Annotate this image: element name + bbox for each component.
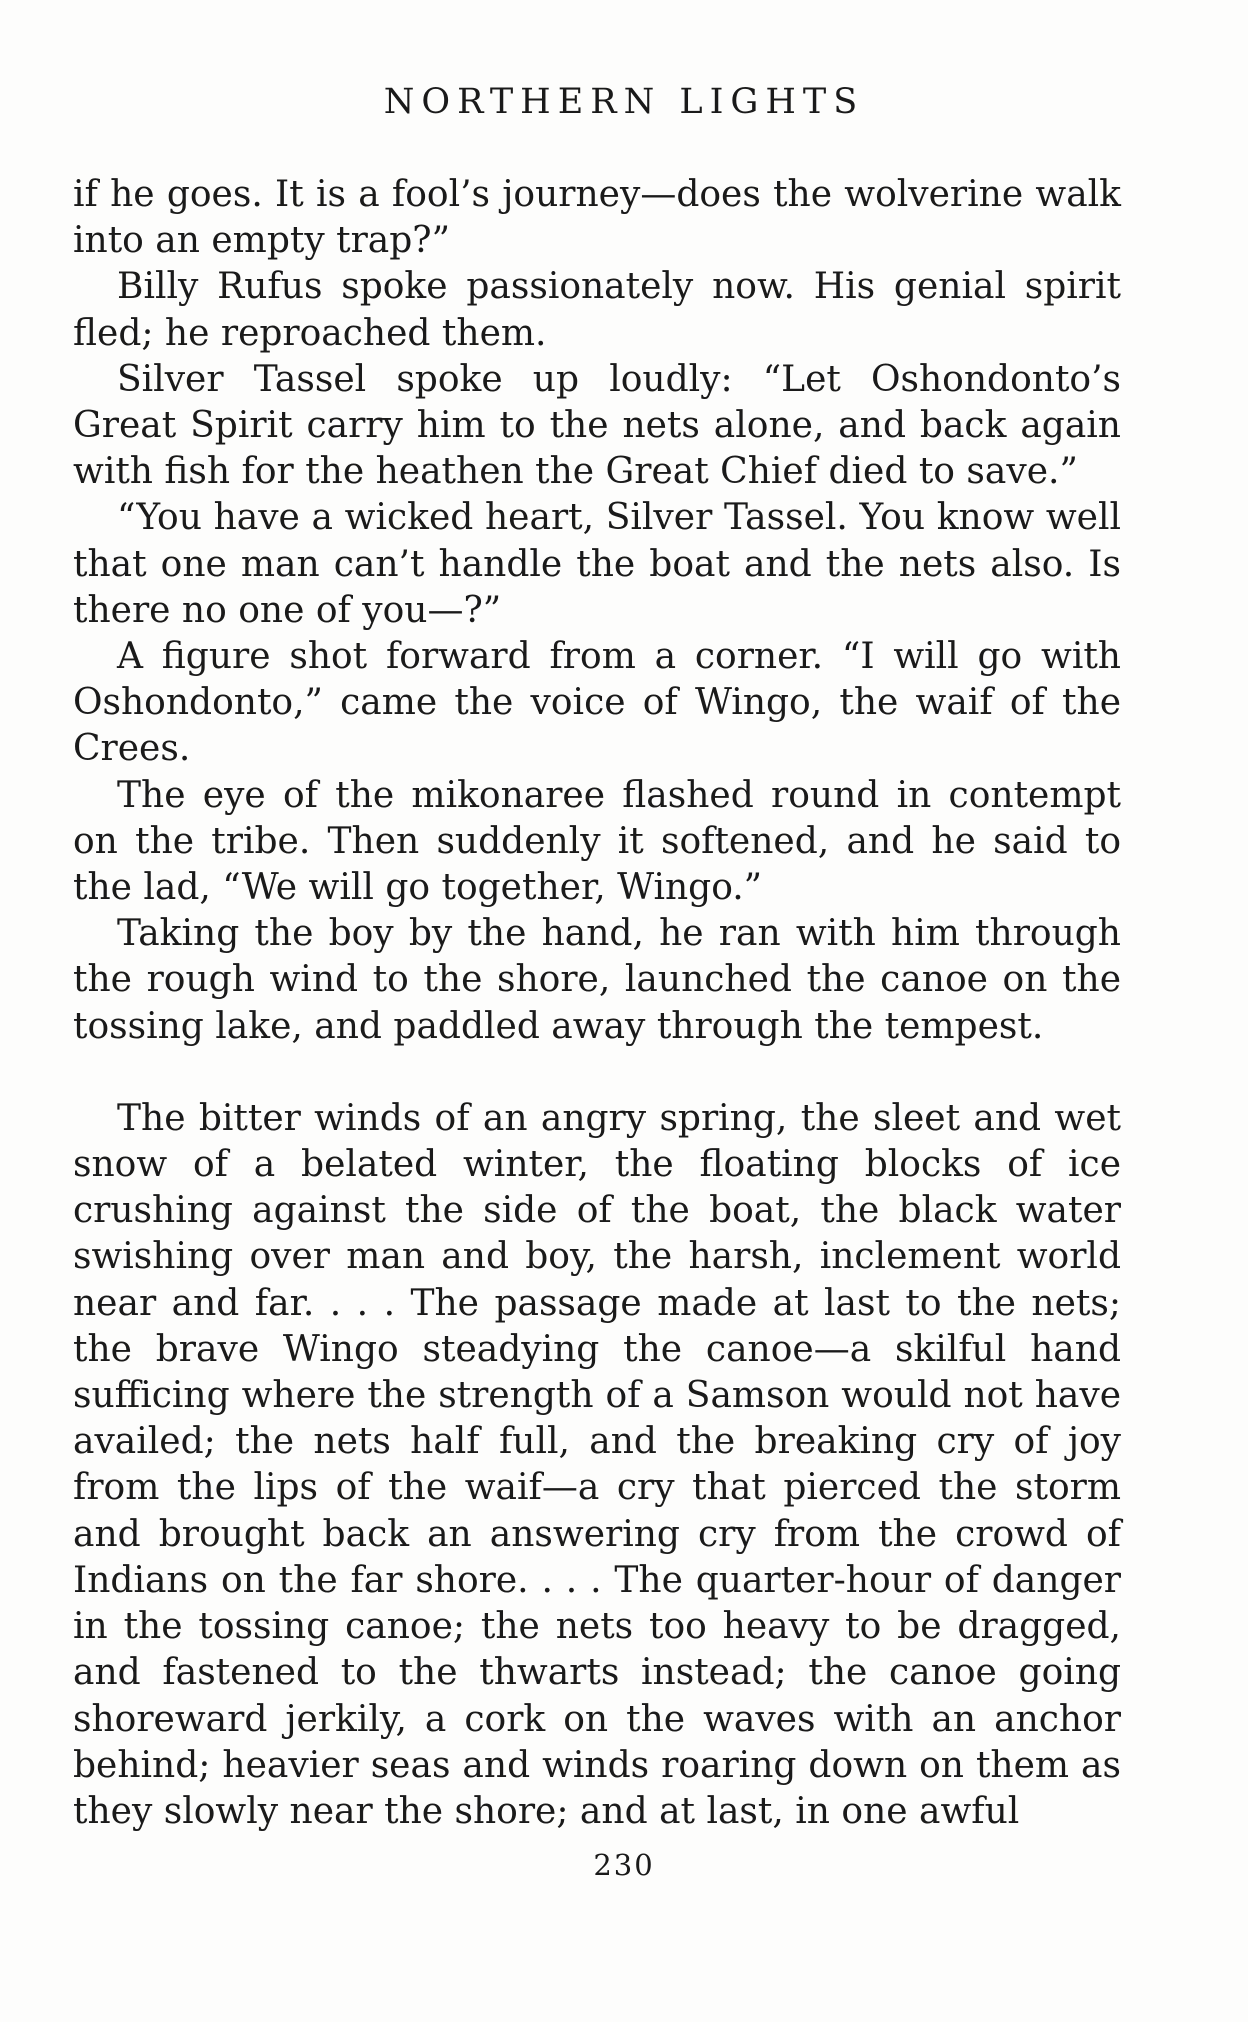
- paragraph-section-start: The bitter winds of an angry spring, the sleet and wet snow of a belated winter, the floating blocks of ice crushing against the side of the boat, the black water swishing over man and boy, the harsh, inclement world near and far. . . . The passage made at last to the nets; the brave Wingo steadying the canoe—a skilful hand sufficing where the strength of a Samson would not have availed; the nets half full, and the breaking cry of joy from the lips of the waif—a cry that pierced the storm and brought back an answering cry from the crowd of Indians on the far shore. . . . The quarter-hour of danger in the tossing canoe; the nets too heavy to be dragged, and fastened to the thwarts instead; the canoe going shoreward jerkily, a cork on the waves with an anchor behind; heavier seas and winds roaring down on them as they slowly near the shore; and at last, in one awful: [73, 1097, 1121, 1832]
- page-number: 230: [593, 1848, 655, 1882]
- paragraph: Taking the boy by the hand, he ran with him through the rough wind to the shore, launched the canoe on the tossing lake, and paddled away through the tempest.: [73, 913, 1121, 1047]
- running-head: NORTHERN LIGHTS: [383, 82, 865, 122]
- body-text: [73, 172, 1121, 1835]
- paragraph: Billy Rufus spoke passionately now. His genial spirit fled; he reproached them.: [73, 266, 1121, 354]
- paragraph: “You have a wicked heart, Silver Tassel. You know well that one man can’t handle the boat and the nets also. Is there no one of you—?”: [73, 497, 1121, 631]
- paragraph: Silver Tassel spoke up loudly: “Let Oshondonto’s Great Spirit carry him to the nets alone, and back again with fish for the heathen the Great Chief died to save.”: [73, 358, 1121, 493]
- paragraph-continuation: if he goes. It is a fool’s journey—does the wolverine walk into an empty trap?”: [73, 174, 1121, 262]
- paragraph: The eye of the mikonaree flashed round in contempt on the tribe. Then suddenly it softened, and he said to the lad, “We will go together, Wingo.”: [73, 774, 1121, 909]
- paragraph: A figure shot forward from a corner. “I will go with Oshondonto,” came the voice of Wingo, the waif of the Crees.: [73, 636, 1121, 770]
